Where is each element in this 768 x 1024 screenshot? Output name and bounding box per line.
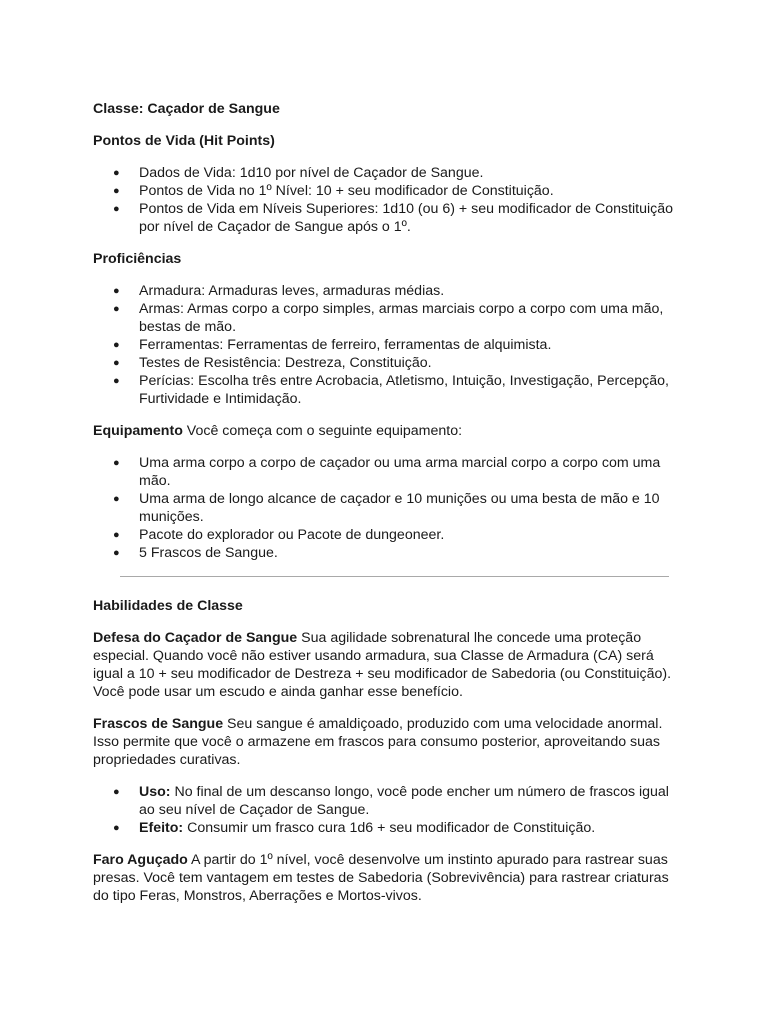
document-page (93, 100, 683, 919)
list-item: ● Armas: Armas corpo a corpo simples, armas marciais corpo a corpo com uma mão, bestas de mão. (93, 300, 683, 336)
feature-name: Defesa do Caçador de Sangue (93, 630, 298, 646)
feature-name: Frascos de Sangue (93, 716, 224, 732)
list-item (93, 819, 683, 837)
list-item: ● 5 Frascos de Sangue. (93, 544, 683, 562)
list-item: ● Pontos de Vida no 1º Nível: 10 + seu modificador de Constituição. (93, 182, 683, 200)
list-item: ● Ferramentas: Ferramentas de ferreiro, ferramentas de alquimista. (93, 336, 683, 354)
list-item: ● Pontos de Vida em Níveis Superiores: 1d10 (ou 6) + seu modificador de Constituição por nível de Caçador de Sangue após o 1º. (93, 200, 683, 236)
feature-name: Faro Aguçado (93, 852, 188, 868)
hit-points-list (93, 164, 683, 236)
proficiencies-list (93, 282, 683, 408)
blood-flasks-list (93, 783, 683, 837)
list-item: ● Uma arma de longo alcance de caçador e 10 munições ou uma besta de mão e 10 munições. (93, 490, 683, 526)
equipment-list (93, 454, 683, 562)
list-item: ● Dados de Vida: 1d10 por nível de Caçador de Sangue. (93, 164, 683, 182)
equipment-paragraph (93, 422, 683, 440)
horizontal-divider (120, 576, 669, 577)
item-text: Consumir um frasco cura 1d6 + seu modificador de Constituição. (183, 820, 596, 836)
proficiencies-heading: Proficiências (93, 251, 182, 267)
list-item: ● Uma arma corpo a corpo de caçador ou uma arma marcial corpo a corpo com uma mão. (93, 454, 683, 490)
equipment-intro: Você começa com o seguinte equipamento: (182, 423, 463, 439)
list-item: ● Perícias: Escolha três entre Acrobacia, Atletismo, Intuição, Investigação, Percepção, Furtividade e Intimidação. (93, 372, 683, 408)
list-item: ● Testes de Resistência: Destreza, Constituição. (93, 354, 683, 372)
blood-flasks-paragraph (93, 715, 683, 769)
item-label: Uso: (139, 784, 171, 800)
page-title: Classe: Caçador de Sangue (93, 101, 280, 117)
list-item: ● Pacote do explorador ou Pacote de dungeoneer. (93, 526, 683, 544)
feature-text: A partir do 1º nível, você desenvolve um instinto apurado para rastrear suas presas. Você tem vantagem em testes de Sabedoria (Sobrevivência) para rastrear criaturas do tipo Feras, Monstros, Aberrações e Mortos-vivos. (93, 852, 669, 904)
list-item (93, 783, 683, 819)
feature-text: Sua agilidade sobrenatural lhe concede uma proteção especial. Quando você não estiver usando armadura, sua Classe de Armadura (CA) será igual a 10 + seu modificador de Destreza + seu modificador de Sabedoria (ou Constituição). Você pode usar um escudo e ainda ganhar esse benefício. (93, 630, 672, 700)
equipment-heading: Equipamento (93, 423, 183, 439)
feature-text: Seu sangue é amaldiçoado, produzido com uma velocidade anormal. Isso permite que você o armazene em frascos para consumo posterior, aproveitando suas propriedades curativas. (93, 716, 663, 768)
item-text: No final de um descanso longo, você pode encher um número de frascos igual ao seu nível de Caçador de Sangue. (139, 784, 669, 818)
item-label: Efeito: (139, 820, 184, 836)
class-features-heading: Habilidades de Classe (93, 598, 243, 614)
hit-points-heading: Pontos de Vida (Hit Points) (93, 133, 275, 149)
list-item: ● Armadura: Armaduras leves, armaduras médias. (93, 282, 683, 300)
blood-hunter-defense-paragraph (93, 629, 683, 701)
keen-scent-paragraph (93, 851, 683, 905)
